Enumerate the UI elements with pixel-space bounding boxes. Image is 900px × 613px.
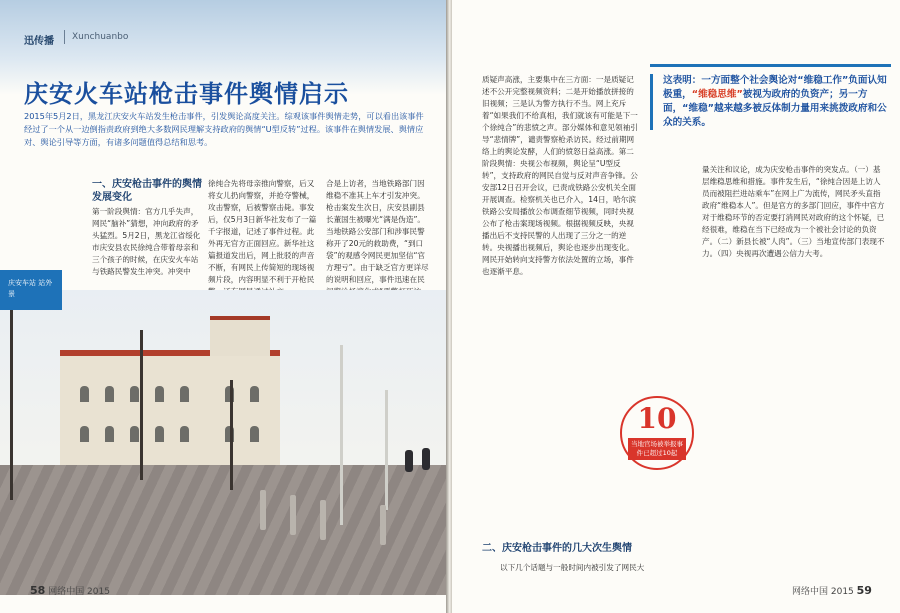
pull-quote-highlight: “维稳思维” <box>691 89 743 100</box>
section-tag: 迅传播 <box>24 36 54 47</box>
stat-caption: 当地官场被举报事件已超过10起 <box>628 438 686 460</box>
folio-left <box>30 584 110 597</box>
page-number-right: 59 <box>856 584 872 597</box>
body-column-2-end: 以下几个话题与一般时间内被引发了网民大 <box>500 563 645 572</box>
section-heading-2: 二、庆安枪击事件的几大次生舆情 <box>482 543 632 554</box>
station-photo <box>0 290 446 590</box>
body-column-3: 量关注和议论，成为庆安枪击事件的突发点。（一）基层维稳思维和措施。事件发生后，“徐纯合因是上访人员而被阻拦进站乘车”在网上广为流传，网民矛头直指政府“维稳本人”。但是官方的多部门回应，事件中官方对于维稳环节的否定要打消网民对政府的这个怀疑，已经很难，维稳在当下已经成为一个被社会讨论的负资产。（二）新县长被“人肉”。（三）当地宣传部门表现不力。（四）央视再次遭遇公信力大考。 <box>702 165 885 258</box>
body-column-2: 徐纯合先将母亲推向警察，后又将女儿扔向警察，并抢夺警械，攻击警察，后被警察击毙。事发后，仅5月3日新华社发布了一篇千字报道，记述了事件过程。此外再无官方正面回应。新华社这篇报道发出后，网上批驳的声音不断，有网民上传简短的现场视频片段，内容明显不利于开枪民 <box>208 179 317 284</box>
pedestrian <box>405 450 413 472</box>
right-page <box>452 0 900 613</box>
stat-number: 10 <box>637 402 677 435</box>
section-tag-english: Xunchuanbo <box>72 32 129 42</box>
pedestrian <box>422 448 430 470</box>
section-divider <box>64 30 65 44</box>
pull-quote <box>650 74 888 130</box>
station-building <box>60 350 280 470</box>
left-page <box>0 0 446 613</box>
page-number-left: 58 <box>30 584 46 597</box>
body-column-1: 质疑声高涨，主要集中在三方面：一是质疑记述不公开完整视频资料；二是开始播放拼接的旧视频；三是认为警方执行不当。网上充斥着“如果我们不给真相，我们就该有可能是下一个徐纯合”的悲愤之声。部分媒体和意见领袖引导“悲情牌”，谴责警察枪杀访民。经过前期网络上的舆论发酵，人们的愤怒日益高涨。第二阶段舆情：央视公布视频，舆论呈“U型反转”，支持政府的网民自觉与反对声音争锋。公安部12日召开会议，已责成铁路公安机关全面开展调查。检察机关也已介入，14日，哈尔滨铁路公安局播放公布调查细节视频，同时央视公布了枪击案现场视频。根据视频反映，央视播出后不支持民警的人出现了三分之一的逆转。央视播出视频后，舆论也逐步出现变化。网民开始转向支持警方依法处置的立场，事件也逐渐平息。 <box>482 75 638 276</box>
folio-right <box>792 584 872 597</box>
pull-quote-text: 这表明：一方面整个社会舆论对“维稳工作”负面认知极重，“维稳思维”被视为政府的负资产；另一方面，“维稳”越来越多被反体制力量用来挑拨政府和公众的关系。 <box>663 75 887 128</box>
section-heading-1: 一、庆安枪击事件的舆情发展变化 <box>92 179 202 203</box>
body-column-3: 合是上访者，当地铁路部门因维稳不准其上车才引发冲突。枪击案发生次日，庆安县副县长董国生被曝光“满是伪造”。当地铁路公安部门和涉事民警称开了20元的救助费，“到口袋”的观感令网民更加坚信“官方理亏”。由于缺乏官方更详尽的说明和回应，事件迅速在民 <box>326 179 429 284</box>
magazine-name-left: 网络中国 2015 <box>48 587 110 597</box>
stat-badge <box>620 396 694 470</box>
magazine-name-right: 网络中国 2015 <box>792 587 854 597</box>
article-title: 庆安火车站枪击事件舆情启示 <box>24 79 349 108</box>
body-column-1: 第一阶段舆情：官方几乎失声，网民“脑补”猜想，冲向政府的矛头猛烈。5月2日，黑龙江省绥化市庆安县农民徐纯合带着母亲和三个孩子的时候，在庆安火车站与铁路民警发生冲突。冲突中 <box>92 207 201 276</box>
article-lead: 2015年5月2日，黑龙江庆安火车站发生枪击事件，引发舆论高度关注。综观该事件舆情走势，可以看出该事件经过了一个从一边倒指责政府到绝大多数网民理解支持政府的舆情“U型反转”过程。该事件在舆情发展、舆情应对、舆论引导等方面，有诸多问题值得总结和思考。 <box>24 111 424 147</box>
photo-caption-tab: 庆安车站 站外景 <box>0 270 62 310</box>
